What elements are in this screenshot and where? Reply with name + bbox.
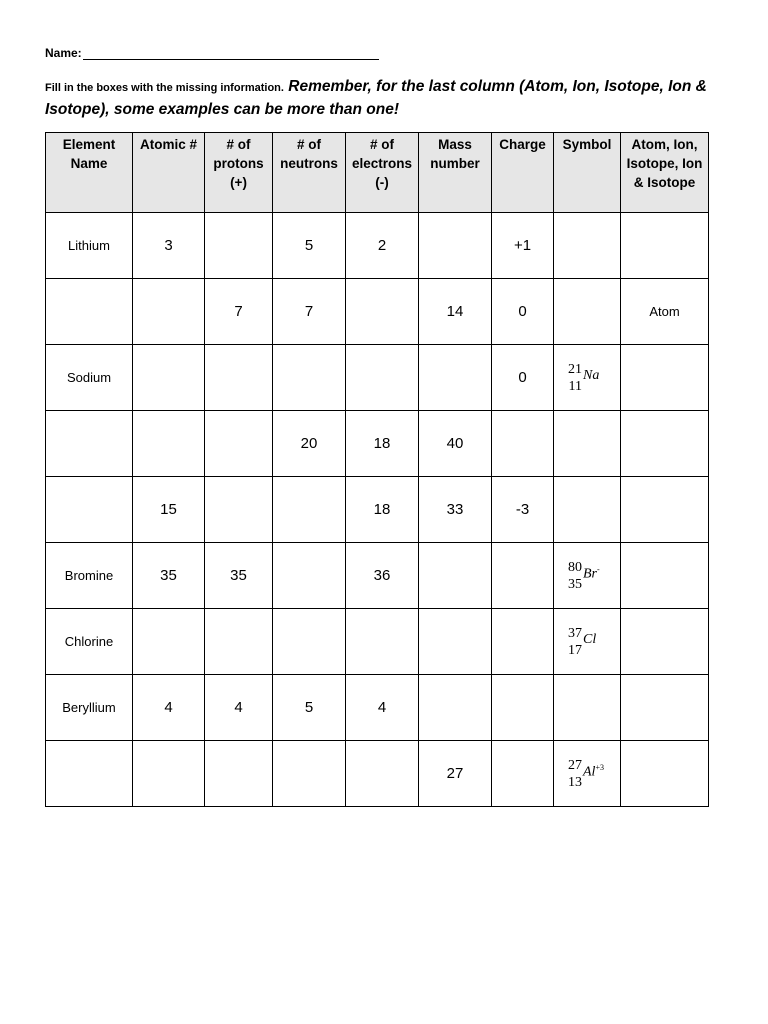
protons-cell[interactable] xyxy=(205,213,273,279)
table-row xyxy=(46,543,709,609)
symbol-charge: +3 xyxy=(595,763,604,773)
element-name-cell[interactable] xyxy=(46,477,133,543)
classification-cell[interactable] xyxy=(621,543,709,609)
electrons-cell[interactable]: 36 xyxy=(346,543,419,609)
classification-cell[interactable] xyxy=(621,345,709,411)
symbol-element xyxy=(583,763,604,781)
isotope-numbers xyxy=(568,361,582,395)
isotope-symbol xyxy=(568,625,596,659)
element-name-cell[interactable] xyxy=(46,411,133,477)
mass-number-cell[interactable] xyxy=(419,543,492,609)
element-name-cell[interactable]: Bromine xyxy=(46,543,133,609)
header-protons: # of protons (+) xyxy=(205,133,273,213)
table-row xyxy=(46,279,709,345)
mass-number-cell[interactable]: 27 xyxy=(419,741,492,807)
instructions-reminder: Remember, for the last column (Atom, Ion, Isotope, Ion & Isotope), some examples can be more than one! xyxy=(45,78,707,118)
symbol-letters: Cl xyxy=(583,632,597,647)
mass-number-cell[interactable] xyxy=(419,675,492,741)
name-label: Name: xyxy=(45,46,82,60)
electrons-cell[interactable] xyxy=(346,609,419,675)
symbol-mass-number: 21 xyxy=(568,362,582,377)
symbol-cell[interactable] xyxy=(554,477,621,543)
element-name-cell[interactable] xyxy=(46,741,133,807)
charge-cell[interactable] xyxy=(492,675,554,741)
isotope-numbers xyxy=(568,625,582,659)
symbol-mass-number: 80 xyxy=(568,560,582,575)
symbol-element xyxy=(583,368,599,384)
symbol-element xyxy=(583,565,600,583)
mass-number-cell[interactable]: 14 xyxy=(419,279,492,345)
symbol-atomic-number: 11 xyxy=(568,379,582,394)
header-charge: Charge xyxy=(492,133,554,213)
element-name-cell[interactable] xyxy=(46,279,133,345)
neutrons-cell[interactable]: 5 xyxy=(273,675,346,741)
element-name-cell[interactable]: Beryllium xyxy=(46,675,133,741)
symbol-charge: - xyxy=(597,565,600,575)
mass-number-cell[interactable] xyxy=(419,609,492,675)
header-atomic-number: Atomic # xyxy=(133,133,205,213)
atomic-number-cell[interactable] xyxy=(133,345,205,411)
header-row xyxy=(46,133,709,213)
header-neutrons: # of neutrons xyxy=(273,133,346,213)
isotope-symbol xyxy=(568,361,599,395)
header-mass-number: Mass number xyxy=(419,133,492,213)
header-classification: Atom, Ion, Isotope, Ion & Isotope xyxy=(621,133,709,213)
table-row xyxy=(46,213,709,279)
symbol-mass-number: 27 xyxy=(568,758,582,773)
neutrons-cell[interactable]: 7 xyxy=(273,279,346,345)
name-blank-line[interactable] xyxy=(83,47,379,60)
symbol-cell[interactable] xyxy=(554,675,621,741)
protons-cell[interactable] xyxy=(205,609,273,675)
protons-cell[interactable] xyxy=(205,477,273,543)
neutrons-cell[interactable] xyxy=(273,609,346,675)
symbol-cell[interactable] xyxy=(554,741,621,807)
classification-cell[interactable] xyxy=(621,213,709,279)
charge-cell[interactable] xyxy=(492,543,554,609)
table-row xyxy=(46,345,709,411)
atomic-number-cell[interactable] xyxy=(133,741,205,807)
header-electrons: # of electrons (-) xyxy=(346,133,419,213)
table-row xyxy=(46,411,709,477)
classification-cell[interactable] xyxy=(621,411,709,477)
neutrons-cell[interactable]: 5 xyxy=(273,213,346,279)
symbol-cell[interactable] xyxy=(554,609,621,675)
atomic-number-cell[interactable]: 35 xyxy=(133,543,205,609)
charge-cell[interactable]: +1 xyxy=(492,213,554,279)
charge-cell[interactable] xyxy=(492,411,554,477)
electrons-cell[interactable]: 4 xyxy=(346,675,419,741)
isotope-numbers xyxy=(568,757,582,791)
neutrons-cell[interactable]: 20 xyxy=(273,411,346,477)
electrons-cell[interactable] xyxy=(346,345,419,411)
mass-number-cell[interactable] xyxy=(419,345,492,411)
charge-cell[interactable]: 0 xyxy=(492,279,554,345)
symbol-letters: Br xyxy=(583,566,597,582)
header-element-name: Element Name xyxy=(46,133,133,213)
atomic-number-cell[interactable] xyxy=(133,279,205,345)
protons-cell[interactable]: 4 xyxy=(205,675,273,741)
protons-cell[interactable] xyxy=(205,345,273,411)
electrons-cell[interactable] xyxy=(346,741,419,807)
symbol-letters: Al xyxy=(583,764,596,780)
instructions-intro: Fill in the boxes with the missing information. xyxy=(45,82,284,94)
isotope-numbers xyxy=(568,559,582,593)
atomic-number-cell[interactable] xyxy=(133,609,205,675)
electrons-cell[interactable]: 18 xyxy=(346,477,419,543)
symbol-atomic-number: 13 xyxy=(568,775,582,790)
neutrons-cell[interactable] xyxy=(273,543,346,609)
protons-cell[interactable]: 35 xyxy=(205,543,273,609)
mass-number-cell[interactable]: 33 xyxy=(419,477,492,543)
atomic-number-cell[interactable] xyxy=(133,411,205,477)
classification-cell[interactable] xyxy=(621,741,709,807)
electrons-cell[interactable] xyxy=(346,279,419,345)
table-row xyxy=(46,741,709,807)
protons-cell[interactable]: 7 xyxy=(205,279,273,345)
classification-cell[interactable] xyxy=(621,477,709,543)
atomic-number-cell[interactable]: 4 xyxy=(133,675,205,741)
electrons-cell[interactable]: 2 xyxy=(346,213,419,279)
isotope-symbol xyxy=(568,757,604,791)
header-symbol: Symbol xyxy=(554,133,621,213)
element-name-cell[interactable]: Lithium xyxy=(46,213,133,279)
instructions xyxy=(45,76,735,121)
table-row xyxy=(46,477,709,543)
protons-cell[interactable] xyxy=(205,411,273,477)
table-row xyxy=(46,675,709,741)
mass-number-cell[interactable] xyxy=(419,213,492,279)
atomic-number-cell[interactable]: 15 xyxy=(133,477,205,543)
symbol-letters: Na xyxy=(583,368,600,383)
name-field xyxy=(45,46,379,60)
symbol-cell[interactable] xyxy=(554,345,621,411)
neutrons-cell[interactable] xyxy=(273,741,346,807)
table-row xyxy=(46,609,709,675)
classification-cell[interactable] xyxy=(621,675,709,741)
symbol-cell[interactable] xyxy=(554,543,621,609)
symbol-mass-number: 37 xyxy=(568,626,582,641)
neutrons-cell[interactable] xyxy=(273,477,346,543)
symbol-cell[interactable] xyxy=(554,411,621,477)
isotope-symbol xyxy=(568,559,600,593)
electrons-cell[interactable]: 18 xyxy=(346,411,419,477)
symbol-cell[interactable] xyxy=(554,279,621,345)
classification-cell[interactable]: Atom xyxy=(621,279,709,345)
element-name-cell[interactable]: Sodium xyxy=(46,345,133,411)
atomic-number-cell[interactable]: 3 xyxy=(133,213,205,279)
symbol-atomic-number: 35 xyxy=(568,577,582,592)
charge-cell[interactable]: -3 xyxy=(492,477,554,543)
mass-number-cell[interactable]: 40 xyxy=(419,411,492,477)
symbol-atomic-number: 17 xyxy=(568,643,582,658)
worksheet-table xyxy=(45,132,709,807)
classification-cell[interactable] xyxy=(621,609,709,675)
protons-cell[interactable] xyxy=(205,741,273,807)
symbol-cell[interactable] xyxy=(554,213,621,279)
neutrons-cell[interactable] xyxy=(273,345,346,411)
charge-cell[interactable] xyxy=(492,609,554,675)
element-name-cell[interactable]: Chlorine xyxy=(46,609,133,675)
charge-cell[interactable] xyxy=(492,741,554,807)
charge-cell[interactable]: 0 xyxy=(492,345,554,411)
symbol-element xyxy=(583,632,596,648)
